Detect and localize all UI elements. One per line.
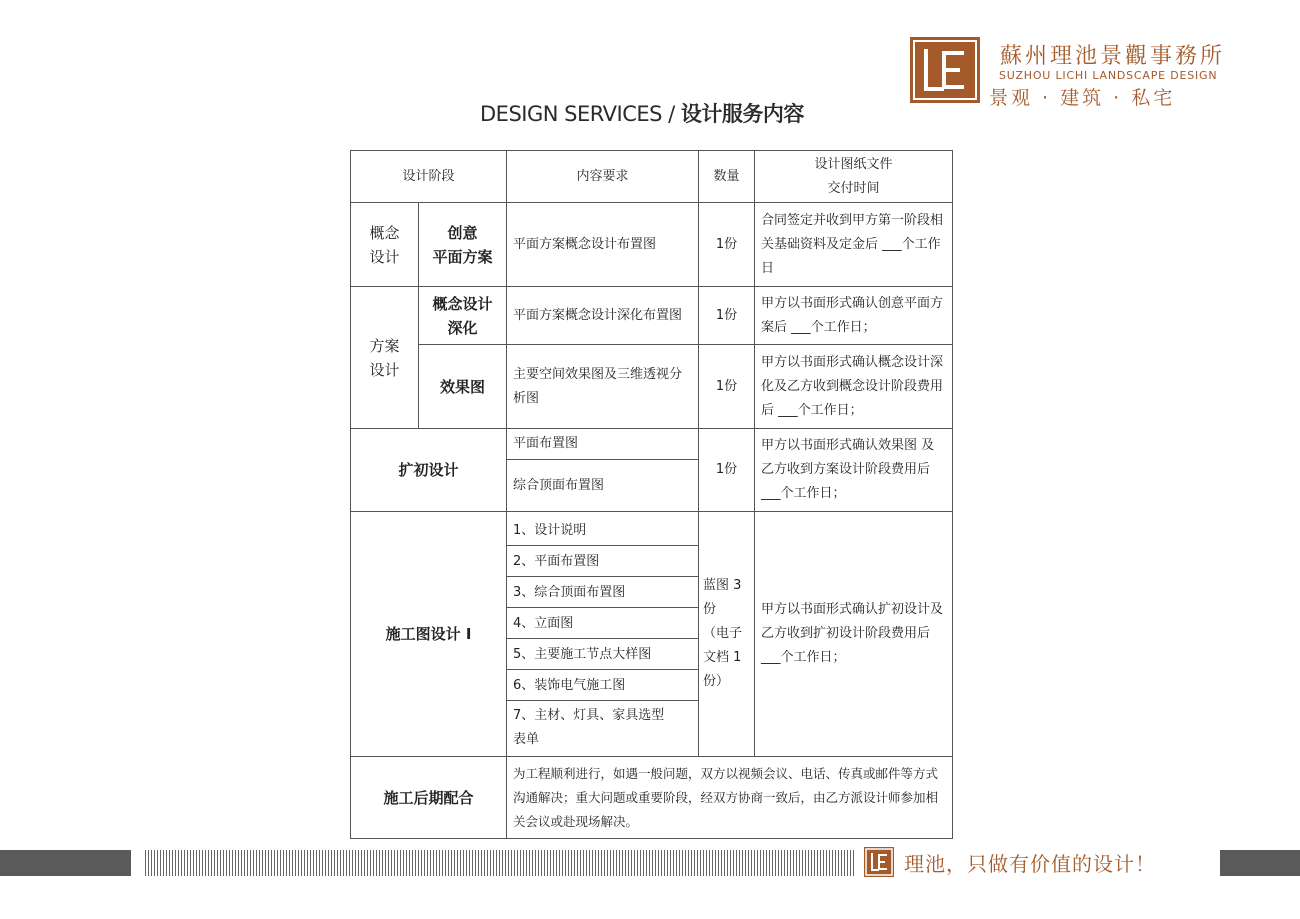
- phase-expanded: 扩初设计: [351, 429, 507, 512]
- footer-logo-icon: [864, 847, 894, 877]
- company-logo: [910, 37, 1226, 109]
- header-content: 内容要求: [507, 151, 699, 203]
- content-concept: 平面方案概念设计布置图: [507, 203, 699, 287]
- phase-concept: 概念 设计: [351, 203, 419, 287]
- subphase-concept-deepen: 概念设计 深化: [419, 287, 507, 345]
- delivery-renderings: 甲方以书面形式确认概念设计深化及乙方收到概念设计阶段费用后 ___个工作日；: [755, 345, 953, 429]
- content-post: 为工程顺利进行，如遇一般问题，双方以视频会议、电话、传真或邮件等方式沟通解决；重大问题或重要阶段，经双方协商一致后，由乙方派设计师参加相关会议或赴现场解决。: [507, 757, 953, 839]
- company-tagline: 景观 · 建筑 · 私宅: [989, 87, 1176, 109]
- qty-concept: 1份: [699, 203, 755, 287]
- list-item: 6、装饰电气施工图: [507, 670, 698, 701]
- table-row: [351, 512, 953, 757]
- company-name-cn: 蘇州理池景觀事務所: [1000, 44, 1226, 69]
- list-item: 5、主要施工节点大样图: [507, 639, 698, 670]
- table-row: [351, 287, 953, 345]
- design-services-table: [350, 150, 953, 839]
- header-qty: 数量: [699, 151, 755, 203]
- table-row: [351, 757, 953, 839]
- subphase-creative-plan: 创意 平面方案: [419, 203, 507, 287]
- table-row: [351, 345, 953, 429]
- footer-slogan: 理池，只做有价值的设计！: [904, 852, 1156, 876]
- construction-items: [507, 512, 699, 757]
- phase-scheme: 方案 设计: [351, 287, 419, 429]
- page-title-en: DESIGN SERVICES /: [480, 102, 681, 126]
- delivery-expanded: 甲方以书面形式确认效果图 及乙方收到方案设计阶段费用后 ___个工作日；: [755, 429, 953, 512]
- company-name-en: SUZHOU LICHI LANDSCAPE DESIGN: [999, 69, 1218, 82]
- qty-construction: 蓝图 3 份 （电子文档 1 份）: [699, 512, 755, 757]
- content-expanded-2: 综合顶面布置图: [507, 460, 699, 512]
- content-expanded-1: 平面布置图: [507, 429, 699, 460]
- qty-concept-deepen: 1份: [699, 287, 755, 345]
- table-row: [351, 429, 953, 460]
- table-row: [351, 203, 953, 287]
- list-item: 4、立面图: [507, 608, 698, 639]
- lichi-logo-icon: [910, 37, 980, 103]
- header-row: [351, 151, 953, 203]
- qty-renderings: 1份: [699, 345, 755, 429]
- phase-construction: 施工图设计 I: [351, 512, 507, 757]
- list-item: 2、平面布置图: [507, 546, 698, 577]
- header-delivery: 设计图纸文件 交付时间: [755, 151, 953, 203]
- qty-expanded: 1份: [699, 429, 755, 512]
- phase-post: 施工后期配合: [351, 757, 507, 839]
- list-item: 7、主材、灯具、家具选型 表单: [513, 708, 665, 747]
- subphase-renderings: 效果图: [419, 345, 507, 429]
- delivery-concept: 合同签定并收到甲方第一阶段相关基础资料及定金后 ___个工作日: [755, 203, 953, 287]
- footer-stripes: [145, 850, 855, 876]
- list-item: 3、综合顶面布置图: [507, 577, 698, 608]
- footer-bar-left: [0, 850, 131, 876]
- header-phase: 设计阶段: [351, 151, 507, 203]
- content-concept-deepen: 平面方案概念设计深化布置图: [507, 287, 699, 345]
- delivery-concept-deepen: 甲方以书面形式确认创意平面方案后 ___个工作日；: [755, 287, 953, 345]
- list-item: 1、设计说明: [507, 515, 698, 546]
- content-renderings: 主要空间效果图及三维透视分析图: [507, 345, 699, 429]
- page-title-cn: 设计服务内容: [680, 102, 804, 126]
- delivery-construction: 甲方以书面形式确认扩初设计及乙方收到扩初设计阶段费用后 ___个工作日；: [755, 512, 953, 757]
- page-title: [480, 98, 804, 128]
- footer-bar-right: [1220, 850, 1300, 876]
